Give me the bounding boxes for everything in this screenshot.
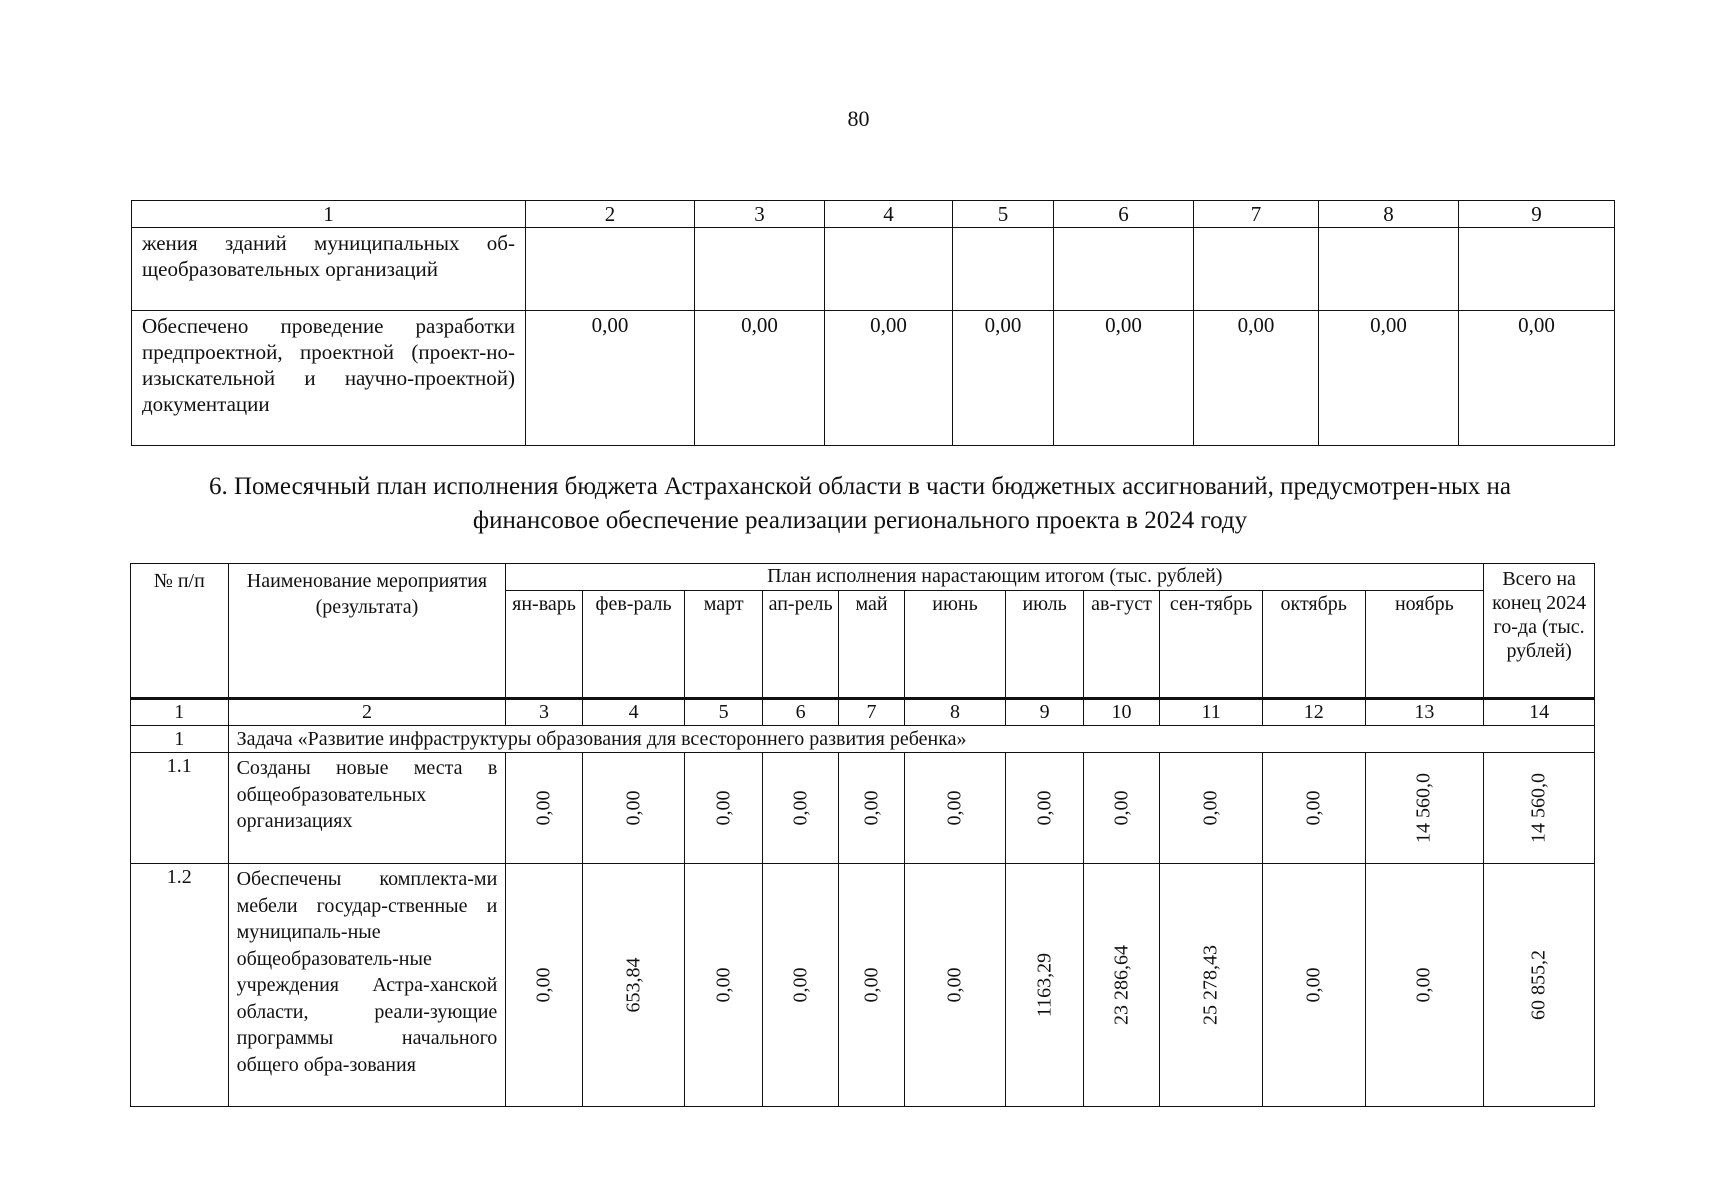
table-row <box>132 228 1615 311</box>
row-name: жения зданий муниципальных об-щеобразовательных организаций <box>132 228 526 311</box>
column-number: 7 <box>1194 201 1319 228</box>
column-number: 1 <box>132 201 526 228</box>
value-cell: 0,00 <box>1459 311 1615 446</box>
value-cell: 0,00 <box>695 311 825 446</box>
value-cell: 653,84 <box>622 957 645 1013</box>
row-number: 1.2 <box>131 864 229 1107</box>
month-header: фев-раль <box>582 591 685 699</box>
value-cell <box>695 228 825 311</box>
value-cell: 0,00 <box>953 311 1054 446</box>
column-number: 7 <box>839 699 904 726</box>
column-number: 2 <box>228 699 506 726</box>
value-cell: 25 278,43 <box>1199 945 1222 1025</box>
column-number: 11 <box>1160 699 1263 726</box>
value-cell: 0,00 <box>860 790 883 826</box>
column-number: 14 <box>1484 699 1595 726</box>
task-name: Задача «Развитие инфраструктуры образования для всестороннего развития ребенка» <box>228 726 1594 753</box>
value-cell: 0,00 <box>1412 967 1435 1003</box>
column-number: 9 <box>1006 699 1083 726</box>
value-cell: 0,00 <box>712 790 735 826</box>
month-header: ап-рель <box>762 591 838 699</box>
task-number: 1 <box>131 726 229 753</box>
month-header: март <box>685 591 762 699</box>
column-number: 4 <box>582 699 685 726</box>
column-number: 12 <box>1262 699 1365 726</box>
value-cell <box>1194 228 1319 311</box>
column-number-row <box>131 699 1595 726</box>
month-header: ав-густ <box>1083 591 1159 699</box>
page-number: 80 <box>847 106 870 131</box>
month-header: ян-варь <box>506 591 582 699</box>
monthly-plan-table <box>130 563 1595 1107</box>
value-cell: 0,00 <box>712 967 735 1003</box>
column-number: 8 <box>1319 201 1459 228</box>
value-cell: 0,00 <box>860 967 883 1003</box>
value-cell <box>825 228 953 311</box>
value-cell: 0,00 <box>1199 790 1222 826</box>
table-row <box>131 864 1595 1107</box>
value-cell: 23 286,64 <box>1110 945 1133 1025</box>
column-number: 1 <box>131 699 229 726</box>
value-cell: 0,00 <box>1054 311 1194 446</box>
month-header: май <box>839 591 904 699</box>
column-number: 3 <box>506 699 582 726</box>
value-cell <box>953 228 1054 311</box>
month-header: октябрь <box>1262 591 1365 699</box>
section-title: 6. Помесячный план исполнения бюджета Астраханской области в части бюджетных ассигнований, предусмотрен-ных на финансовое обеспечение реализации регионального проекта в 2024 году <box>208 473 1512 534</box>
column-header-no: № п/п <box>131 564 229 699</box>
column-number: 8 <box>904 699 1006 726</box>
value-cell: 0,00 <box>1110 790 1133 826</box>
column-number: 2 <box>526 201 695 228</box>
value-cell <box>526 228 695 311</box>
value-cell: 1163,29 <box>1033 952 1056 1018</box>
column-number: 13 <box>1365 699 1484 726</box>
column-number: 4 <box>825 201 953 228</box>
value-cell: 0,00 <box>789 790 812 826</box>
task-row <box>131 726 1595 753</box>
value-cell: 0,00 <box>943 967 966 1003</box>
value-cell: 14 560,0 <box>1412 773 1435 843</box>
total-cell: 14 560,0 <box>1527 773 1550 843</box>
value-cell: 0,00 <box>943 790 966 826</box>
total-cell: 60 855,2 <box>1527 950 1550 1020</box>
row-number: 1.1 <box>131 753 229 864</box>
table-header-row <box>132 201 1615 228</box>
value-cell: 0,00 <box>532 967 555 1003</box>
column-number: 3 <box>695 201 825 228</box>
table-header-row <box>131 564 1595 591</box>
continuation-table <box>131 200 1615 446</box>
row-name: Созданы новые места в общеобразовательных организациях <box>228 753 506 864</box>
value-cell <box>1319 228 1459 311</box>
column-header-name: Наименование мероприятия (результата) <box>228 564 506 699</box>
value-cell: 0,00 <box>1302 967 1325 1003</box>
column-number: 9 <box>1459 201 1615 228</box>
value-cell: 0,00 <box>1302 790 1325 826</box>
month-header: сен-тябрь <box>1160 591 1263 699</box>
plan-header: План исполнения нарастающим итогом (тыс. рублей) <box>506 564 1484 591</box>
column-number: 10 <box>1083 699 1159 726</box>
column-number: 5 <box>685 699 762 726</box>
column-header-total: Всего на конец 2024 го-да (тыс. рублей) <box>1484 564 1595 699</box>
table-row <box>132 311 1615 446</box>
value-cell <box>1459 228 1615 311</box>
value-cell: 0,00 <box>825 311 953 446</box>
column-number: 6 <box>762 699 838 726</box>
column-number: 6 <box>1054 201 1194 228</box>
value-cell: 0,00 <box>532 790 555 826</box>
month-header: июль <box>1006 591 1083 699</box>
value-cell: 0,00 <box>1194 311 1319 446</box>
value-cell: 0,00 <box>789 967 812 1003</box>
value-cell: 0,00 <box>1033 790 1056 826</box>
table-row <box>131 753 1595 864</box>
month-header: июнь <box>904 591 1006 699</box>
column-number: 5 <box>953 201 1054 228</box>
value-cell <box>1054 228 1194 311</box>
row-name: Обеспечено проведение разработки предпроектной, проектной (проект-но-изыскательной и научно-проектной) документации <box>132 311 526 446</box>
value-cell: 0,00 <box>526 311 695 446</box>
row-name: Обеспечены комплекта-ми мебели государ-ственные и муниципаль-ные общеобразователь-ные учреждения Астра-ханской области, реали-зующие программы начального общего обра-зования <box>228 864 506 1107</box>
value-cell: 0,00 <box>1319 311 1459 446</box>
value-cell: 0,00 <box>622 790 645 826</box>
month-header: ноябрь <box>1365 591 1484 699</box>
